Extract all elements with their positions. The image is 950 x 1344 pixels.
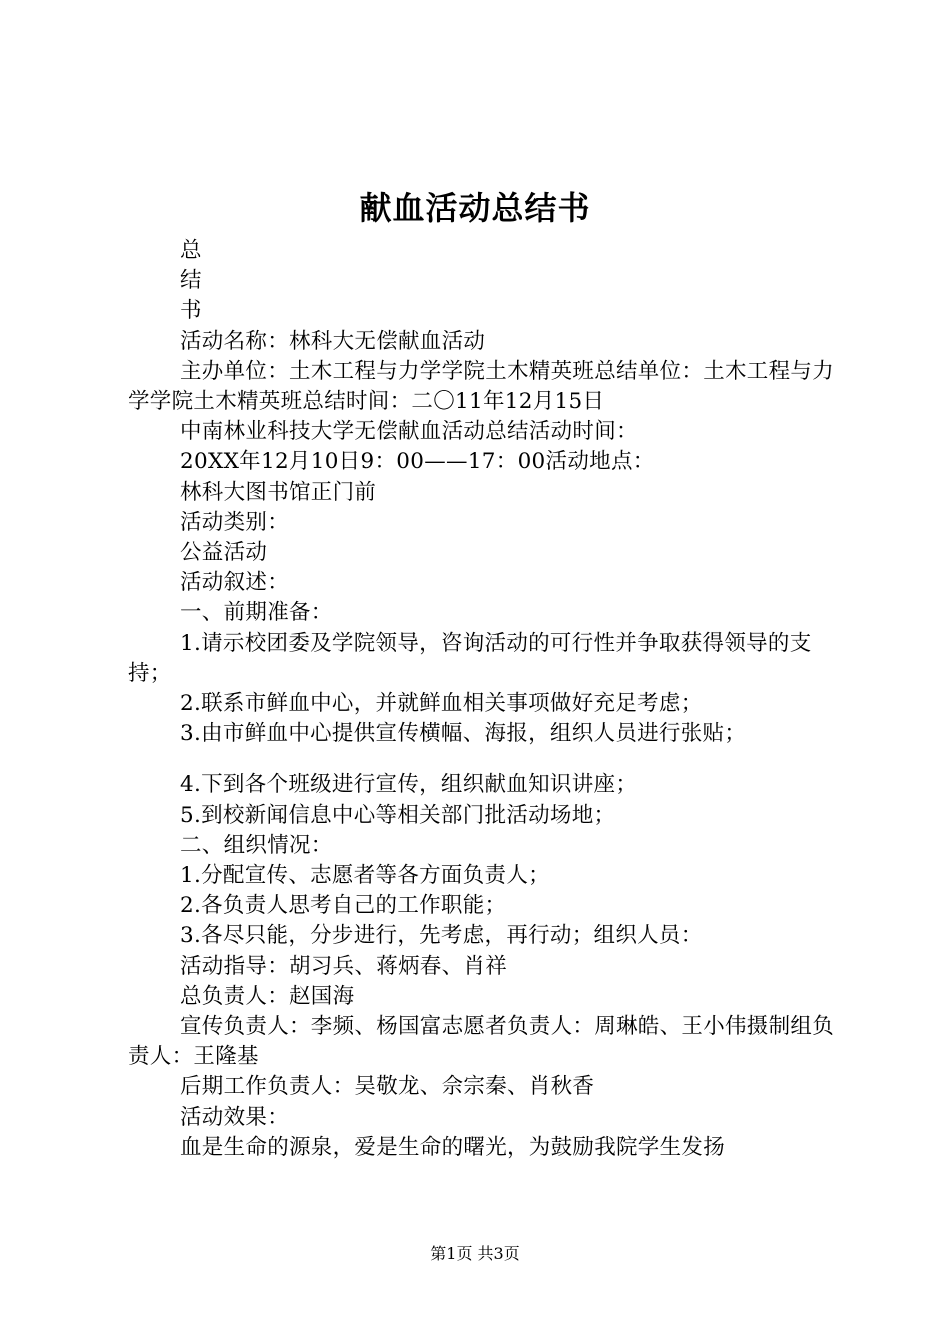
paragraph-14: 2.联系市鲜血中心，并就鲜血相关事项做好充足考虑； [180,691,703,717]
paragraph-15: 3.由市鲜血中心提供宣传横幅、海报，组织人员进行张贴； [180,721,747,747]
paragraph-9: 活动类别： [180,509,290,535]
paragraph-18: 二、组织情况： [180,832,333,858]
paragraph-1: 总 [180,238,202,263]
paragraph-3: 书 [180,298,202,324]
paragraph-2: 结 [180,268,202,294]
paragraph-spacer [128,749,834,770]
paragraph-6: 中南林业科技大学无偿献血活动总结活动时间： [180,419,638,445]
paragraph-19: 1.分配宣传、志愿者等各方面负责人； [180,863,550,889]
paragraph-7: 20XX年12月10日9：00——17：00活动地点： [180,449,655,475]
document-body [128,236,834,1163]
paragraph-24: 宣传负责人：李频、杨国富志愿者负责人：周琳皓、王小伟摄制组负责人：王隆基 [128,1014,835,1070]
paragraph-22: 活动指导：胡习兵、蒋炳春、肖祥 [180,953,508,979]
paragraph-23: 总负责人：赵国海 [180,983,355,1009]
paragraph-13: 1.请示校团委及学院领导，咨询活动的可行性并争取获得领导的支持； [128,630,812,686]
paragraph-21: 3.各尽只能，分步进行，先考虑，再行动；组织人员： [180,923,703,949]
paragraph-27: 血是生命的源泉，爱是生命的曙光，为鼓励我院学生发扬 [180,1134,726,1160]
paragraph-8: 林科大图书馆正门前 [180,479,377,505]
paragraph-20: 2.各负责人思考自己的工作职能； [180,893,507,919]
paragraph-10: 公益活动 [180,540,268,566]
paragraph-25: 后期工作负责人：吴敬龙、佘宗秦、肖秋香 [180,1074,595,1100]
paragraph-17: 5.到校新闻信息中心等相关部门批活动场地； [180,802,616,828]
paragraph-12: 一、前期准备： [180,600,333,626]
paragraph-11: 活动叙述： [180,570,290,596]
paragraph-16: 4.下到各个班级进行宣传，组织献血知识讲座； [180,772,638,798]
paragraph-4: 活动名称：林科大无偿献血活动 [180,328,486,354]
page-indicator: 第1页 共3页 [430,1244,520,1263]
document-title: 献血活动总结书 [359,189,591,227]
paragraph-26: 活动效果： [180,1104,290,1130]
paragraph-5: 主办单位：土木工程与力学学院土木精英班总结单位：土木工程与力学学院土木精英班总结时间：二〇11年12月15日 [128,358,835,415]
